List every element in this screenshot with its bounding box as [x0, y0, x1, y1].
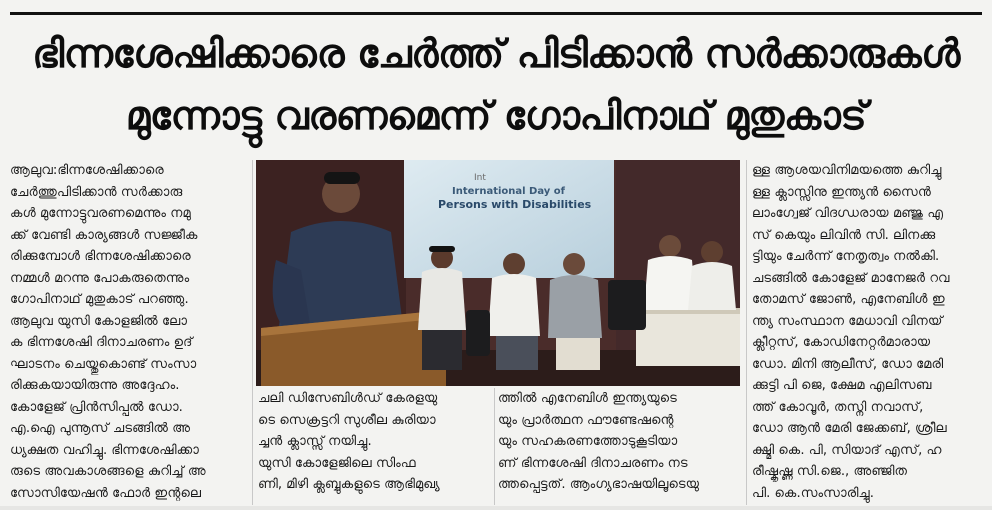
text-line: ഗോപിനാഥ് മുതുകാട് പറഞ്ഞു.	[10, 292, 189, 307]
bottom-strip	[0, 506, 992, 510]
headline-line-1: ഭിന്നശേഷിക്കാരെ ചേർത്ത് പിടിക്കാൻ സർക്കാരുകൾ	[32, 32, 960, 77]
event-photo	[256, 160, 740, 386]
top-rule	[10, 12, 982, 15]
text-line: ലാംഗ്വേജ് വിദഗ്ധരായ മഞ്ജു എ	[752, 206, 944, 221]
text-line: കൾ മുന്നോട്ടുവരണമെന്നും നമു	[10, 206, 191, 221]
column-divider	[494, 388, 495, 505]
article-right-column	[752, 160, 988, 505]
text-line: ഘാടനം ചെയ്തുകൊണ്ട് സംസാ	[10, 356, 197, 372]
text-line: യും പ്രാർത്ഥന ഫൗണ്ടേഷന്റെ	[498, 412, 674, 428]
text-line: ക്കുട്ടി പി ജെ, ക്ഷേമ എലിസബ	[752, 378, 932, 393]
text-line: ണി, മിഴി ക്ലബ്ബുകളുടെ ആഭിമുഖ്യ	[258, 477, 440, 492]
text-line: ക്ലീറ്റസ്, കോഡിനേറ്റർമാരായ	[752, 335, 931, 350]
text-line: രിക്കുകയായിരുന്നു അദ്ദേഹം.	[10, 378, 180, 393]
text-line: ന്ത്യ സംസ്ഥാന മേധാവി വിനയ്	[752, 313, 943, 329]
text-line: പി. കെ.സംസാരിച്ചു.	[752, 485, 874, 501]
text-line: ധ്യക്ഷത വഹിച്ചു. ഭിന്നശേഷിക്കാ	[10, 442, 199, 458]
text-line: യും സഹകരണത്തോടുകൂടിയാ	[498, 434, 678, 449]
text-line: ചലി ഡിസേബിൾഡ് കേരളയു	[258, 391, 438, 406]
article-middle-column-b	[498, 388, 740, 506]
text-line: ക ഭിന്നശേഷി ദിനാചരണം ഉദ്	[10, 335, 193, 350]
text-line: ടെ സെക്രട്ടറി സുശീല കുരിയാ	[258, 412, 436, 428]
text-line: രുടെ അവകാശങ്ങളെ കുറിച്ച് അ	[10, 464, 206, 479]
text-line: തോമസ് ജോൺ, എനേബിൾ ഇ	[752, 292, 945, 307]
text-line: ചടങ്ങിൽ കോളേജ് മാനേജർ റവ	[752, 270, 950, 286]
text-line: ണ് ഭിന്നശേഷി ദിനാചരണം നട	[498, 455, 688, 471]
text-line: കോളേജ് പ്രിൻസിപ്പൽ ഡോ.	[10, 399, 183, 415]
article-left-column	[10, 160, 250, 505]
text-line: ത്തിൽ എനേബിൾ ഇന്ത്യയുടെ	[498, 391, 677, 406]
column-divider	[252, 160, 253, 505]
text-line: നമ്മൾ മറന്നു പോകരുതെന്നും	[10, 270, 190, 286]
text-line: ള്ള ക്ലാസ്സിനു ഇന്ത്യൻ സൈൻ	[752, 184, 932, 200]
text-line: ഡോ ആൻ മേരി ജേക്കബ്, ശ്രീല	[752, 421, 947, 436]
text-line: ചേർത്തുപിടിക്കാൻ സർക്കാരു	[10, 184, 183, 200]
banner-text-1: Int	[474, 173, 486, 183]
text-line: ക്ക് വേണ്ടി കാര്യങ്ങൾ സജ്ജീക	[10, 227, 198, 243]
text-line: രിക്കുമ്പോൾ ഭിന്നശേഷിക്കാരെ	[10, 249, 191, 264]
text-line: ആലുവ:ഭിന്നശേഷിക്കാരെ	[10, 163, 164, 178]
text-line: ത്ത് കോവൂർ, തസ്നി നവാസ്,	[752, 399, 924, 415]
text-line: ള്ള ആശയവിനിമയത്തെ കുറിച്ചു	[752, 163, 942, 178]
text-line: സോസിയേഷൻ ഫോർ ഇന്റലെ	[10, 485, 202, 501]
banner-text-3: Persons with Disabilities	[438, 198, 592, 211]
column-divider	[746, 160, 747, 505]
text-line: ഡോ. മിനി ആലീസ്, ഡോ മേരി	[752, 356, 944, 372]
text-line: ത്തപ്പെട്ടത്. ആംഗ്യഭാഷയിലൂടെയു	[498, 477, 700, 492]
text-line: ക്ഷ്മി കെ. പി, സിയാദ് എസ്, ഹ	[752, 442, 942, 458]
headline-line-2: മുന്നോട്ടു വരണമെന്ന് ഗോപിനാഥ് മുതുകാട്	[125, 94, 867, 139]
text-line: ച്ചൻ ക്ലാസ്സ് നയിച്ചു.	[258, 434, 372, 449]
text-line: സ് കെയും ലിവിൻ സി. ലിനക്കു	[752, 227, 936, 243]
text-line: ആലുവ യുസി കോളജിൽ ലോ	[10, 313, 188, 329]
article-middle-column-a	[258, 388, 492, 506]
text-line: ട്ടിയും ചേർന്ന് നേതൃത്വം നൽകി.	[752, 249, 940, 264]
text-line: എ.ഐ പുന്നൂസ് ചടങ്ങിൽ അ	[10, 421, 191, 436]
text-line: യുസി കോളേജിലെ സിംഫ	[258, 455, 416, 471]
text-line: രീഷ്കൃഷ്ണ സി.ജെ., അഞ്ജിത	[752, 464, 908, 479]
banner-text-2: International Day of	[452, 186, 566, 197]
